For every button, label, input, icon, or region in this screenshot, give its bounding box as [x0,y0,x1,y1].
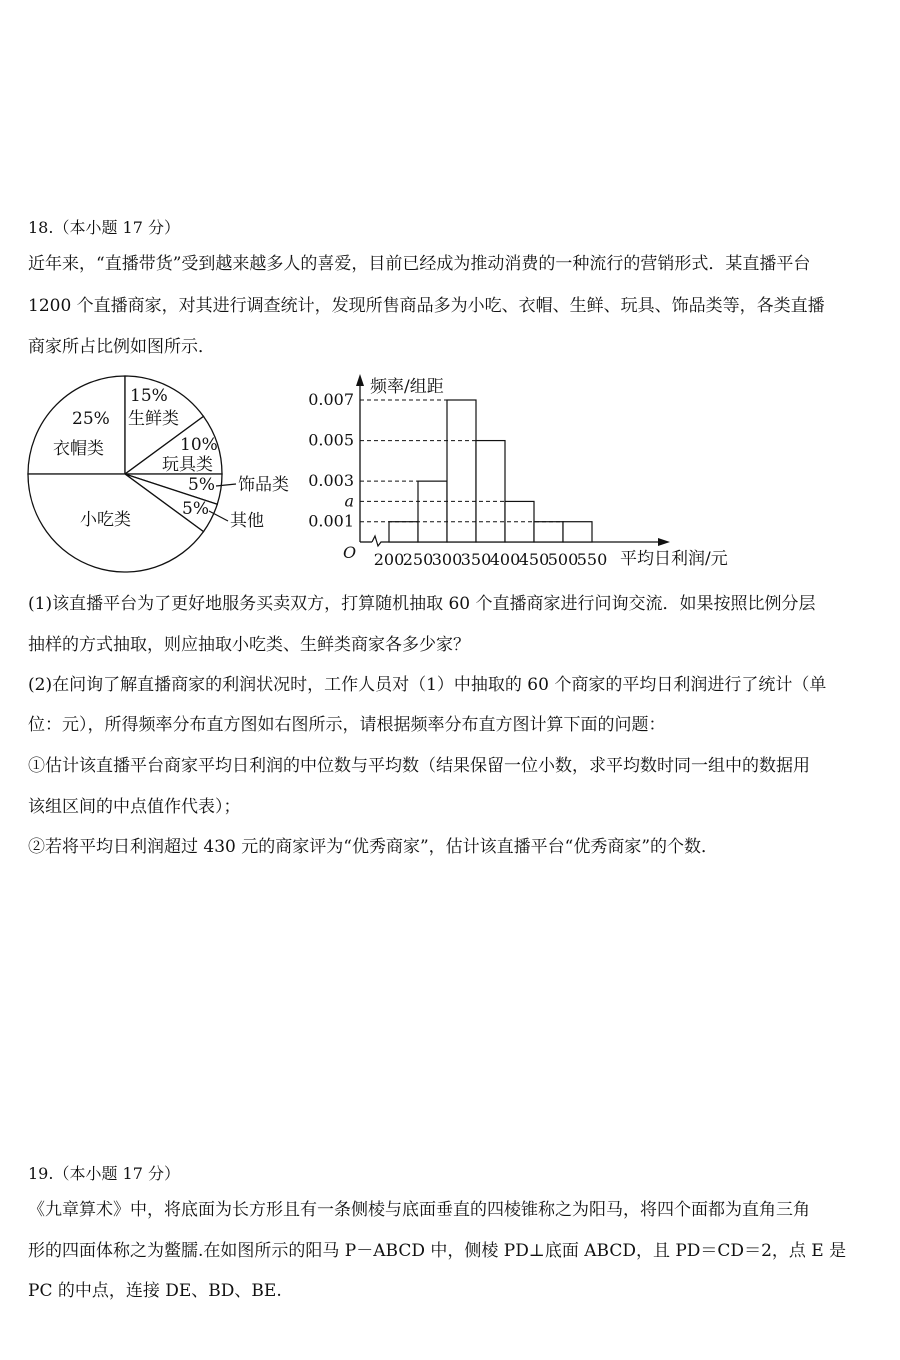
histogram-chart [310,372,730,572]
x-axis-label: 平均日利润/元 [620,549,728,569]
histogram-bar-6 [563,522,592,542]
x-tick-label-5: 450 [518,550,550,569]
q18-part1-line-1: (1)该直播平台为了更好地服务买卖双方，打算随机抽取 60 个直播商家进行问询交流．如果按照比例分层 [28,594,816,614]
pie-pct-toys: 10% [180,435,218,455]
q18-part2-line-1: (2)在问询了解直播商家的利润状况时，工作人员对（1）中抽取的 60 个商家的平均日利润进行了统计（单 [28,675,827,695]
pie-label-other: 其他 [230,511,264,531]
pie-pct-jewelry: 5% [188,475,215,495]
q19-line-2: 形的四面体称之为鳖臑.在如图所示的阳马 P－ABCD 中，侧棱 PD⊥底面 ABCD，且 PD＝CD＝2，点 E 是 [28,1241,847,1261]
y-axis-arrow [356,374,364,386]
x-tick-label-7: 550 [576,550,608,569]
y-tick-label-0: 0.007 [308,390,354,409]
y-tick-label-1: 0.005 [308,430,354,450]
q18-intro-line-2: 1200 个直播商家，对其进行调查统计，发现所售商品多为小吃、衣帽、生鲜、玩具、饰品类等，各类直播 [28,296,825,316]
x-tick-label-1: 250 [402,550,434,569]
pie-label-toys: 玩具类 [162,455,213,475]
q18-sub1-line-1: ①估计该直播平台商家平均日利润的中位数与平均数（结果保留一位小数，求平均数时同一组中的数据用 [28,756,810,776]
x-tick-label-2: 300 [431,550,463,569]
pie-label-snacks: 小吃类 [80,510,131,530]
axis-break [372,536,383,546]
pie-pct-clothing: 25% [72,409,110,429]
y-tick-label-2: 0.003 [308,471,354,491]
q18-header: 18.（本小题 17 分） [28,218,180,237]
pie-label-fresh: 生鲜类 [128,409,179,429]
pie-label-jewelry: 饰品类 [238,475,289,495]
pie-label-clothing: 衣帽类 [53,439,104,459]
origin-label: O [343,543,357,562]
y-tick-label-3: a [344,491,354,511]
x-tick-label-6: 500 [547,550,579,569]
x-tick-label-3: 350 [460,550,492,569]
q18-part1-line-2: 抽样的方式抽取，则应抽取小吃类、生鲜类商家各多少家？ [28,635,470,655]
pie-pct-fresh: 15% [130,386,168,406]
q19-line-1: 《九章算术》中，将底面为长方形且有一条侧棱与底面垂直的四棱锥称之为阳马，将四个面都为直角三角 [28,1200,810,1220]
histogram-bar-3 [476,441,505,542]
q18-sub2-line-1: ②若将平均日利润超过 430 元的商家评为“优秀商家”，估计该直播平台“优秀商家”的个数． [28,837,719,857]
q18-intro-line-1: 近年来，“直播带货”受到越来越多人的喜爱，目前已经成为推动消费的一种流行的营销形式．某直播平台 [28,254,811,274]
q18-sub1-line-2: 该组区间的中点值作代表）； [28,797,241,817]
histogram-bar-1 [418,481,447,542]
x-axis-arrow [658,538,670,546]
x-tick-label-0: 200 [373,550,405,569]
histogram-bars [389,400,592,542]
y-axis-label: 频率/组距 [370,377,444,397]
pie-pct-other: 5% [182,499,209,519]
histogram-bar-0 [389,522,418,542]
q19-line-3: PC 的中点，连接 DE、BD、BE. [28,1281,282,1301]
y-tick-label-4: 0.001 [308,511,354,531]
pie-chart [20,374,300,574]
x-tick-label-4: 400 [489,550,521,569]
q19-header: 19.（本小题 17 分） [28,1164,180,1183]
histogram-bar-5 [534,522,563,542]
q18-part2-line-2: 位：元），所得频率分布直方图如右图所示，请根据频率分布直方图计算下面的问题： [28,715,666,735]
q18-intro-line-3: 商家所占比例如图所示． [28,337,215,357]
histogram-bar-2 [447,400,476,542]
